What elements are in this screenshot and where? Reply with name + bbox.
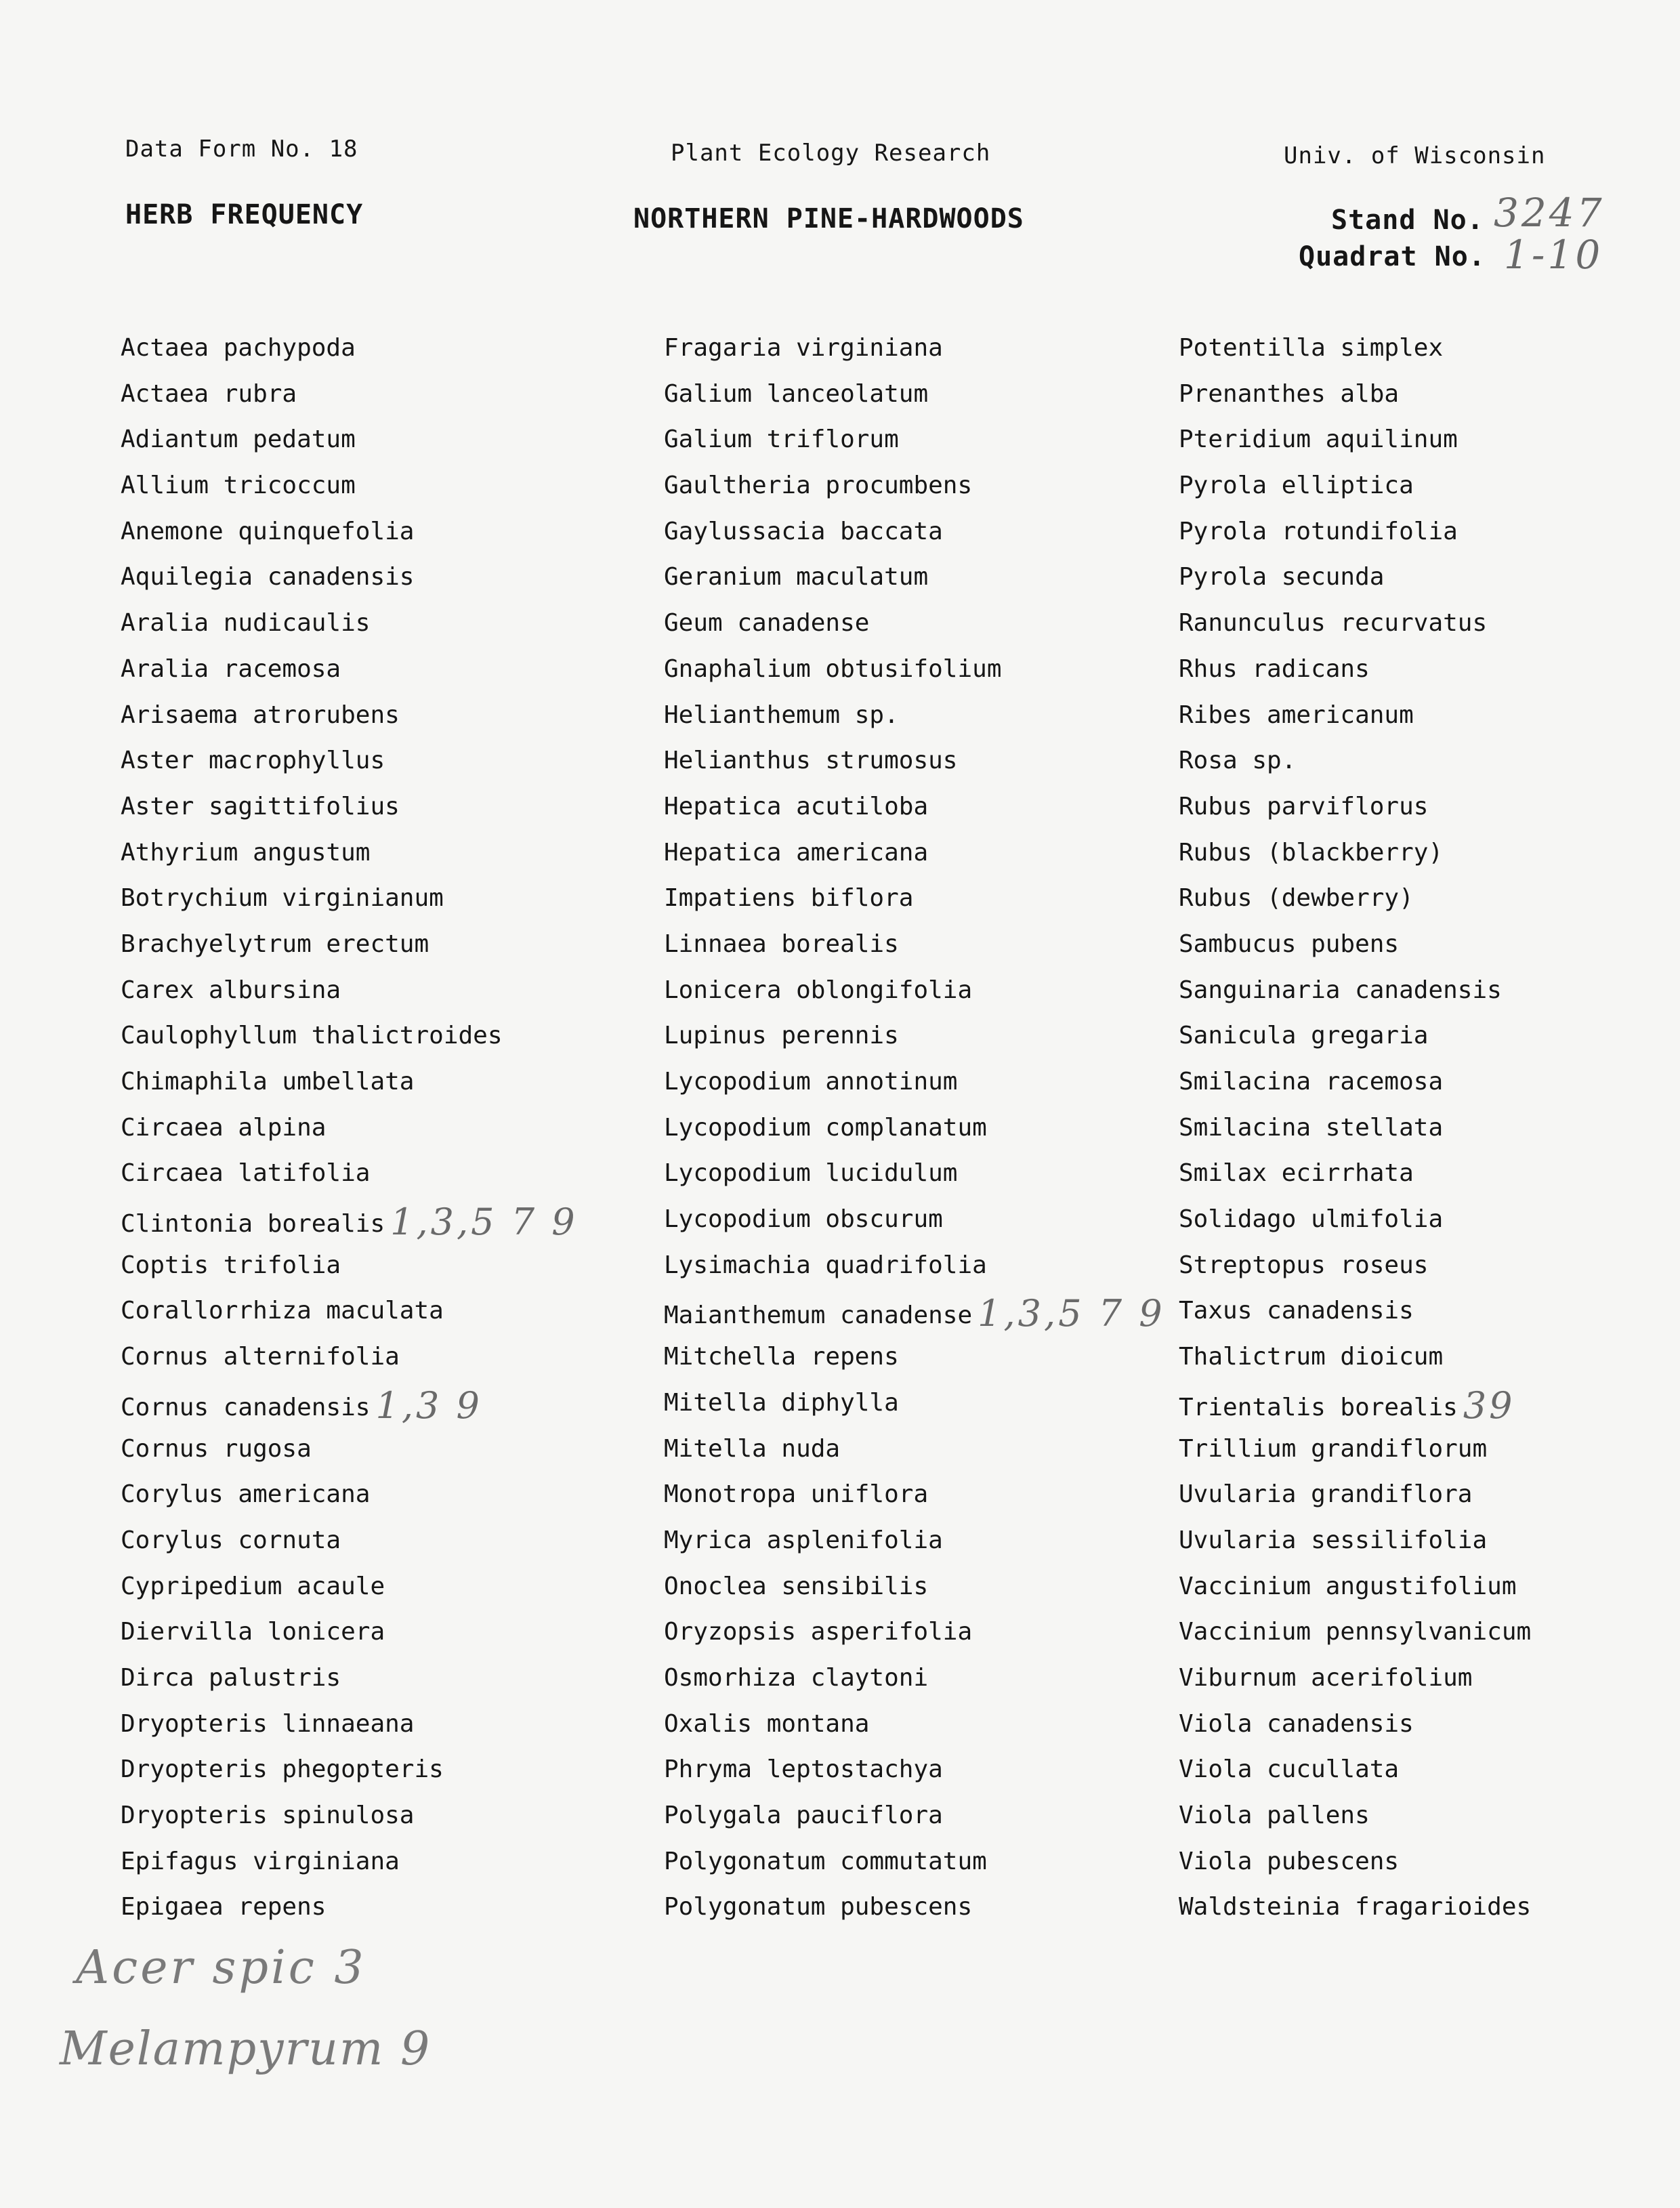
species-name: Potentilla simplex: [1179, 334, 1444, 362]
species-row: [664, 509, 1165, 555]
species-name: Clintonia borealis: [121, 1210, 385, 1238]
species-name: Trillium grandiflorum: [1179, 1434, 1488, 1463]
species-name: Pteridium aquilinum: [1179, 425, 1458, 454]
species-name: Lycopodium lucidulum: [664, 1159, 958, 1188]
species-row: [664, 1701, 1165, 1747]
species-row: [1179, 1380, 1531, 1426]
species-name: Botrychium virginianum: [121, 884, 444, 913]
species-row: [1179, 1701, 1531, 1747]
species-name: Rosa sp.: [1179, 747, 1297, 775]
species-name: Aster sagittifolius: [121, 792, 400, 820]
species-row: [1179, 1334, 1531, 1380]
species-row: [121, 921, 578, 967]
species-row: [1179, 967, 1531, 1014]
species-row: [664, 921, 1165, 967]
species-name: Linnaea borealis: [664, 930, 899, 958]
species-row: [121, 692, 578, 738]
species-row: [664, 830, 1165, 876]
species-name: Myrica asplenifolia: [664, 1526, 943, 1554]
species-row: [1179, 325, 1531, 371]
species-row: [1179, 1655, 1531, 1701]
species-name: Caulophyllum thalictroides: [121, 1022, 503, 1050]
species-name: Onoclea sensibilis: [664, 1572, 929, 1600]
species-row: [664, 554, 1165, 600]
species-row: [121, 325, 578, 371]
species-row: [1179, 738, 1531, 784]
species-name: Diervilla lonicera: [121, 1618, 385, 1646]
species-name: Epifagus virginiana: [121, 1847, 400, 1875]
species-row: [121, 1334, 578, 1380]
species-name: Cornus rugosa: [121, 1434, 312, 1463]
species-row: [664, 463, 1165, 509]
species-row: [664, 1105, 1165, 1151]
species-name: Geranium maculatum: [664, 563, 929, 591]
species-name: Thalictrum dioicum: [1179, 1343, 1444, 1371]
species-row: [1179, 417, 1531, 463]
species-row: [121, 417, 578, 463]
species-row: [121, 830, 578, 876]
species-row: [1179, 1747, 1531, 1793]
species-name: Impatiens biflora: [664, 884, 914, 913]
species-row: [1179, 830, 1531, 876]
species-row: [664, 1472, 1165, 1518]
species-row: [1179, 1150, 1531, 1196]
quadrat-occurrence-note: 1,3 9: [375, 1383, 482, 1427]
species-row: [1179, 1472, 1531, 1518]
species-row: [121, 1655, 578, 1701]
species-name: Anemone quinquefolia: [121, 517, 415, 545]
species-name: Corallorrhiza maculata: [121, 1297, 444, 1325]
species-name: Streptopus roseus: [1179, 1251, 1429, 1279]
species-row: [1179, 692, 1531, 738]
species-name: Solidago ulmifolia: [1179, 1205, 1444, 1234]
species-row: [664, 1150, 1165, 1196]
organization-name: Plant Ecology Research: [671, 140, 991, 167]
species-name: Helianthus strumosus: [664, 747, 958, 775]
species-name: Smilacina stellata: [1179, 1113, 1444, 1142]
species-name: Hepatica americana: [664, 838, 929, 867]
species-row: [664, 371, 1165, 417]
margin-note-acer: Acer spic 3: [76, 1941, 366, 1995]
species-name: Circaea latifolia: [121, 1159, 371, 1188]
species-row: [664, 1288, 1165, 1334]
species-name: Uvularia grandiflora: [1179, 1480, 1473, 1509]
species-name: Aralia racemosa: [121, 654, 341, 683]
species-row: [121, 1518, 578, 1564]
species-name: Aralia nudicaulis: [121, 609, 371, 638]
species-row: [664, 1426, 1165, 1472]
species-name: Helianthemum sp.: [664, 701, 899, 729]
species-name: Mitella nuda: [664, 1434, 841, 1463]
species-name: Mitella diphylla: [664, 1388, 899, 1417]
species-name: Brachyelytrum erectum: [121, 930, 429, 958]
species-name: Viola canadensis: [1179, 1709, 1414, 1738]
species-name: Fragaria virginiana: [664, 334, 943, 362]
species-row: [664, 1747, 1165, 1793]
species-name: Vaccinium angustifolium: [1179, 1572, 1517, 1600]
species-row: [1179, 1196, 1531, 1243]
species-name: Pyrola secunda: [1179, 563, 1385, 591]
species-row: [1179, 1884, 1531, 1930]
species-name: Dryopteris linnaeana: [121, 1709, 415, 1738]
species-name: Oxalis montana: [664, 1709, 870, 1738]
species-row: [121, 1747, 578, 1793]
species-row: [121, 875, 578, 921]
species-row: [1179, 600, 1531, 646]
species-row: [121, 509, 578, 555]
species-row: [1179, 875, 1531, 921]
species-name: Rhus radicans: [1179, 654, 1370, 683]
species-name: Hepatica acutiloba: [664, 792, 929, 820]
species-column-3: [1179, 325, 1531, 1930]
species-row: [1179, 1426, 1531, 1472]
species-name: Rubus (dewberry): [1179, 884, 1414, 913]
species-row: [121, 554, 578, 600]
species-row: [664, 967, 1165, 1014]
species-name: Viola pallens: [1179, 1801, 1370, 1829]
species-row: [121, 1059, 578, 1105]
species-name: Dryopteris phegopteris: [121, 1755, 444, 1784]
species-row: [121, 1013, 578, 1059]
species-name: Oryzopsis asperifolia: [664, 1618, 973, 1646]
species-name: Cornus canadensis: [121, 1393, 371, 1421]
species-name: Uvularia sessilifolia: [1179, 1526, 1488, 1554]
species-name: Arisaema atrorubens: [121, 701, 400, 729]
species-name: Ranunculus recurvatus: [1179, 609, 1488, 638]
species-row: [121, 1105, 578, 1151]
species-row: [664, 1196, 1165, 1243]
species-name: Allium tricoccum: [121, 472, 356, 500]
species-name: Actaea rubra: [121, 379, 297, 408]
species-row: [121, 1701, 578, 1747]
stand-number: 3247: [1494, 190, 1605, 236]
species-row: [121, 1564, 578, 1610]
species-row: [1179, 646, 1531, 692]
species-name: Sanicula gregaria: [1179, 1022, 1429, 1050]
species-name: Viola cucullata: [1179, 1755, 1400, 1784]
quadrat-occurrence-note: 1,3,5 7 9: [978, 1292, 1165, 1335]
species-row: [664, 1059, 1165, 1105]
species-name: Aster macrophyllus: [121, 747, 385, 775]
species-name: Chimaphila umbellata: [121, 1068, 415, 1096]
species-row: [121, 1243, 578, 1289]
species-name: Taxus canadensis: [1179, 1297, 1414, 1325]
margin-note-melampyrum: Melampyrum 9: [60, 2022, 432, 2076]
species-name: Gnaphalium obtusifolium: [664, 654, 1002, 683]
species-name: Carex albursina: [121, 976, 341, 1004]
species-name: Circaea alpina: [121, 1113, 327, 1142]
species-name: Sambucus pubens: [1179, 930, 1400, 958]
species-name: Athyrium angustum: [121, 838, 371, 867]
species-row: [664, 1334, 1165, 1380]
stand-label: Stand No.: [1331, 205, 1484, 236]
form-number: Data Form No. 18: [125, 136, 358, 163]
species-row: [121, 1150, 578, 1196]
species-row: [664, 417, 1165, 463]
species-name: Lycopodium obscurum: [664, 1205, 943, 1234]
species-row: [664, 1655, 1165, 1701]
quadrat-number: 1-10: [1504, 232, 1603, 278]
species-name: Smilacina racemosa: [1179, 1068, 1444, 1096]
species-row: [1179, 1518, 1531, 1564]
species-name: Gaultheria procumbens: [664, 472, 973, 500]
species-name: Prenanthes alba: [1179, 379, 1400, 408]
species-name: Cornus alternifolia: [121, 1343, 400, 1371]
species-row: [121, 463, 578, 509]
species-row: [664, 1243, 1165, 1289]
species-name: Dirca palustris: [121, 1663, 341, 1692]
species-name: Mitchella repens: [664, 1343, 899, 1371]
species-name: Cypripedium acaule: [121, 1572, 385, 1600]
species-row: [121, 738, 578, 784]
species-row: [1179, 1564, 1531, 1610]
species-name: Sanguinaria canadensis: [1179, 976, 1502, 1004]
species-row: [121, 1426, 578, 1472]
species-row: [664, 738, 1165, 784]
species-name: Lysimachia quadrifolia: [664, 1251, 987, 1279]
species-row: [664, 600, 1165, 646]
species-row: [1179, 921, 1531, 967]
species-name: Dryopteris spinulosa: [121, 1801, 415, 1829]
species-name: Polygala pauciflora: [664, 1801, 943, 1829]
species-row: [664, 1518, 1165, 1564]
species-name: Pyrola elliptica: [1179, 472, 1414, 500]
species-column-2: [664, 325, 1165, 1930]
species-row: [664, 1884, 1165, 1930]
species-row: [1179, 371, 1531, 417]
university-name: Univ. of Wisconsin: [1284, 142, 1546, 169]
species-row: [664, 646, 1165, 692]
species-row: [1179, 784, 1531, 830]
species-column-1: [121, 325, 578, 1930]
species-row: [121, 1793, 578, 1839]
species-name: Galium triflorum: [664, 425, 899, 454]
species-name: Galium lanceolatum: [664, 379, 929, 408]
species-row: [121, 784, 578, 830]
species-row: [121, 1472, 578, 1518]
species-row: [1179, 1839, 1531, 1885]
species-name: Aquilegia canadensis: [121, 563, 415, 591]
species-row: [1179, 1288, 1531, 1334]
species-row: [121, 600, 578, 646]
species-row: [664, 692, 1165, 738]
species-name: Corylus cornuta: [121, 1526, 341, 1554]
species-row: [121, 1196, 578, 1243]
species-row: [664, 1564, 1165, 1610]
species-name: Lycopodium annotinum: [664, 1068, 958, 1096]
species-row: [664, 784, 1165, 830]
species-row: [664, 1839, 1165, 1885]
species-name: Epigaea repens: [121, 1893, 327, 1921]
species-row: [664, 325, 1165, 371]
species-name: Coptis trifolia: [121, 1251, 341, 1279]
species-row: [1179, 1243, 1531, 1289]
species-row: [1179, 463, 1531, 509]
species-name: Viola pubescens: [1179, 1847, 1400, 1875]
quadrat-occurrence-note: 1,3,5 7 9: [390, 1201, 578, 1244]
species-row: [664, 1609, 1165, 1655]
species-name: Polygonatum commutatum: [664, 1847, 987, 1875]
species-row: [664, 1793, 1165, 1839]
species-name: Maianthemum canadense: [664, 1301, 973, 1330]
species-name: Osmorhiza claytoni: [664, 1663, 929, 1692]
species-name: Lupinus perennis: [664, 1022, 899, 1050]
species-row: [1179, 1013, 1531, 1059]
species-name: Corylus americana: [121, 1480, 371, 1509]
species-name: Waldsteinia fragarioides: [1179, 1893, 1532, 1921]
community-title: NORTHERN PINE-HARDWOODS: [633, 203, 1024, 234]
form-title: HERB FREQUENCY: [125, 199, 364, 230]
species-row: [1179, 1059, 1531, 1105]
quadrat-occurrence-note: 39: [1463, 1383, 1515, 1427]
species-name: Ribes americanum: [1179, 701, 1414, 729]
species-row: [664, 1380, 1165, 1426]
species-name: Trientalis borealis: [1179, 1393, 1458, 1421]
species-name: Lonicera oblongifolia: [664, 976, 973, 1004]
species-name: Monotropa uniflora: [664, 1480, 929, 1509]
species-row: [121, 371, 578, 417]
species-row: [121, 1884, 578, 1930]
quadrat-label: Quadrat No.: [1299, 241, 1486, 272]
species-name: Actaea pachypoda: [121, 334, 356, 362]
species-name: Viburnum acerifolium: [1179, 1663, 1473, 1692]
species-row: [1179, 1793, 1531, 1839]
species-row: [1179, 1609, 1531, 1655]
species-row: [664, 875, 1165, 921]
species-name: Vaccinium pennsylvanicum: [1179, 1618, 1532, 1646]
species-name: Smilax ecirrhata: [1179, 1159, 1414, 1188]
species-name: Rubus (blackberry): [1179, 838, 1444, 867]
species-row: [121, 1609, 578, 1655]
species-name: Pyrola rotundifolia: [1179, 517, 1458, 545]
species-row: [121, 1288, 578, 1334]
species-row: [121, 1839, 578, 1885]
species-name: Rubus parviflorus: [1179, 792, 1429, 820]
species-row: [1179, 509, 1531, 555]
species-row: [121, 967, 578, 1014]
species-row: [121, 1380, 578, 1426]
species-name: Adiantum pedatum: [121, 425, 356, 454]
species-row: [1179, 554, 1531, 600]
species-row: [1179, 1105, 1531, 1151]
species-name: Polygonatum pubescens: [664, 1893, 973, 1921]
species-name: Lycopodium complanatum: [664, 1113, 987, 1142]
species-name: Phryma leptostachya: [664, 1755, 943, 1784]
species-name: Geum canadense: [664, 609, 870, 638]
species-row: [121, 646, 578, 692]
species-row: [664, 1013, 1165, 1059]
species-name: Gaylussacia baccata: [664, 517, 943, 545]
